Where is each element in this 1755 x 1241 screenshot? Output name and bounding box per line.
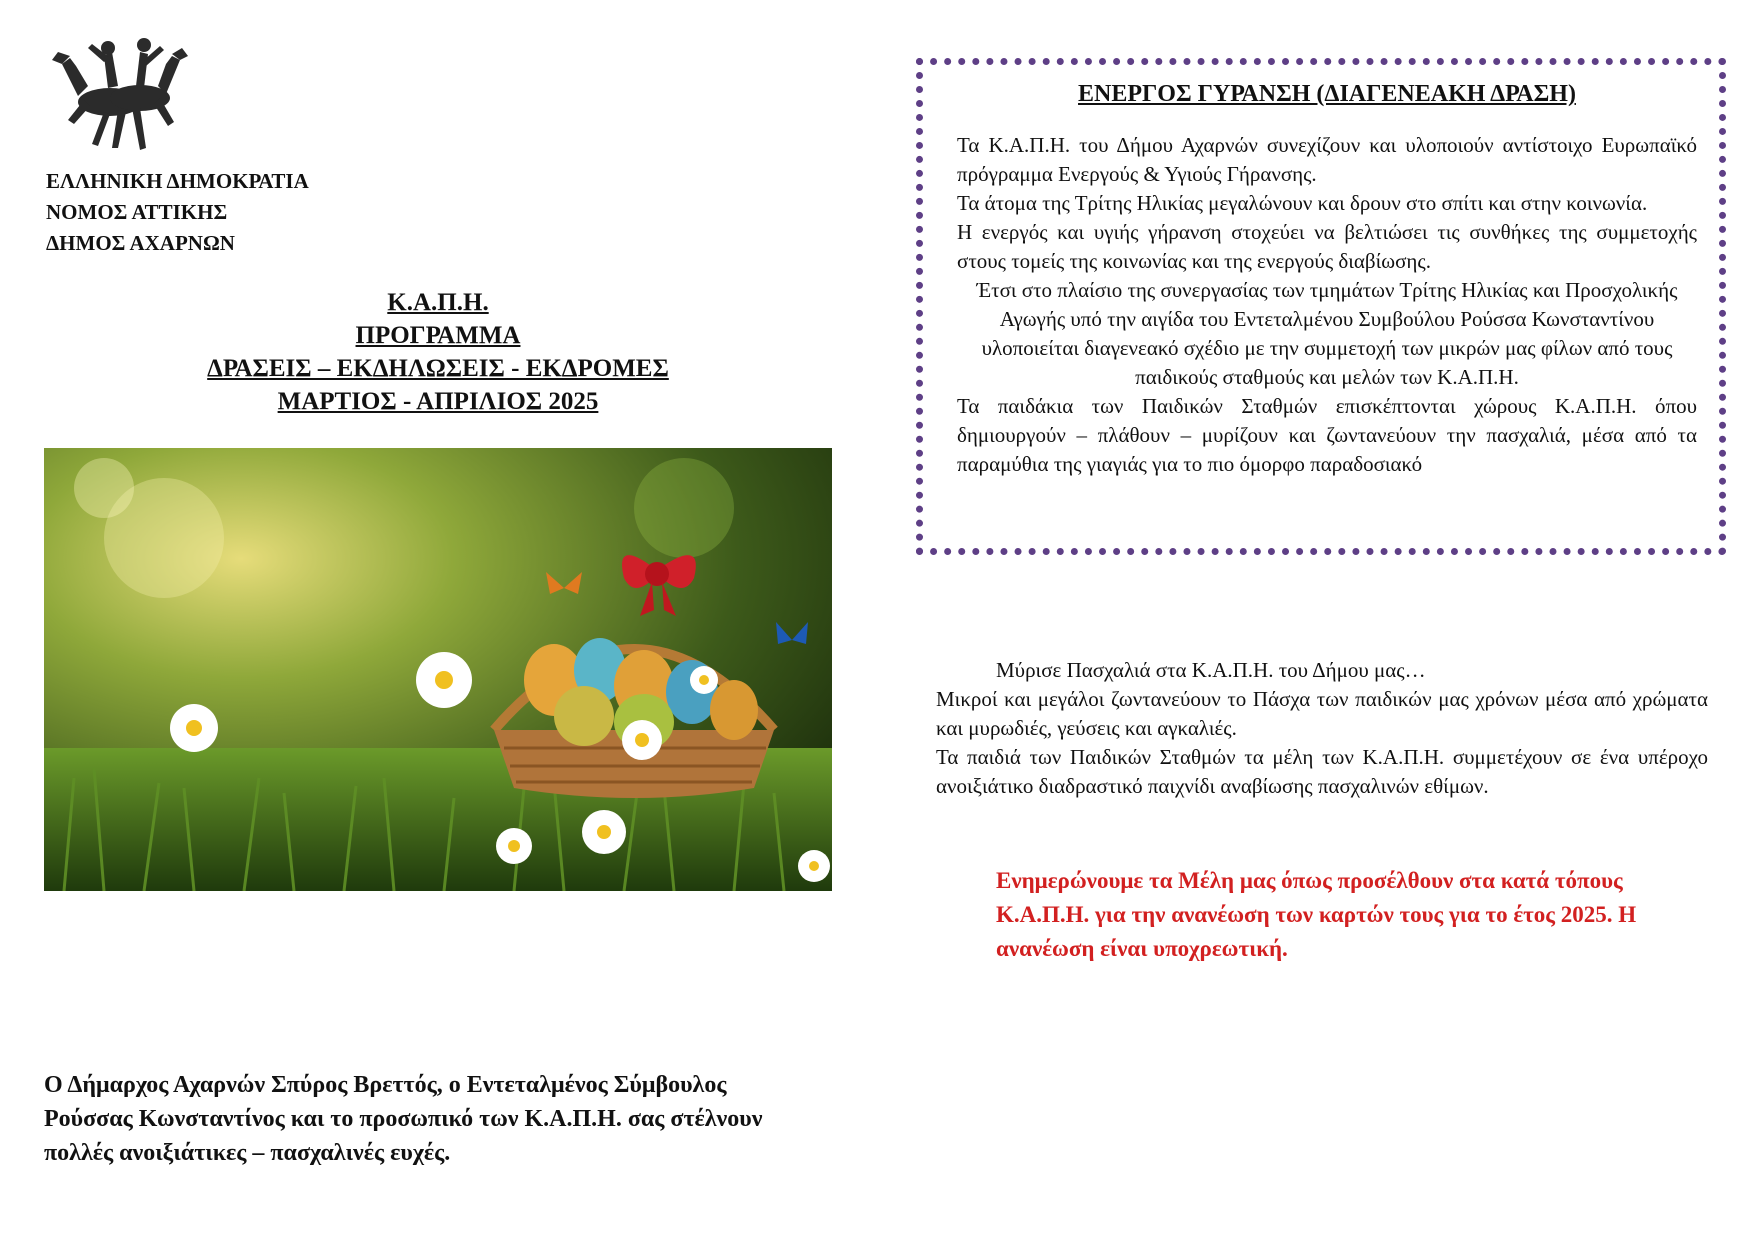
easter-basket-photo (44, 448, 832, 891)
box-paragraph: Τα άτομα της Τρίτης Ηλικίας μεγαλώνουν και δρουν στο σπίτι και στην κοινωνία. (957, 191, 1648, 215)
title-program: ΠΡΟΓΡΑΜΜΑ (355, 322, 521, 349)
box-paragraph: Η ενεργός και υγιής γήρανση στοχεύει να βελτιώσει τις συνθήκες της συμμετοχής στους τομείς της κοινωνίας και της ενεργούς διαβίωσης. (957, 220, 1697, 273)
active-aging-box (916, 58, 1726, 555)
org-line-municipality: ΔΗΜΟΣ ΑΧΑΡΝΩΝ (46, 231, 235, 255)
easter-paragraph: Τα παιδιά των Παιδικών Σταθμών τα μέλη των Κ.Α.Π.Η. συμμετέχουν σε ένα υπέροχο ανοιξιάτικο διαδραστικό παιχνίδι αναβίωσης πασχαλινών εθίμων. (936, 745, 1708, 798)
box-paragraph: Τα παιδάκια των Παιδικών Σταθμών επισκέπτονται χώρους Κ.Α.Π.Η. όπου δημιουργούν – πλάθουν – μυρίζουν και ζωντανεύουν την πασχαλιά, μέσα από τα παραμύθια της γιαγιάς για το πιο όμορφο παραδοσιακό (957, 394, 1697, 476)
box-title: ΕΝΕΡΓΟΣ ΓΥΡΑΝΣΗ (ΔΙΑΓΕΝΕΑΚΗ ΔΡΑΣΗ) (1078, 81, 1576, 107)
org-line-prefecture: ΝΟΜΟΣ ΑΤΤΙΚΗΣ (46, 200, 228, 224)
horse-riders-statue-icon (48, 36, 188, 160)
org-line-country: ΕΛΛΗΝΙΚΗ ΔΗΜΟΚΡΑΤΙΑ (46, 169, 309, 193)
card-renewal-notice: Ενημερώνουμε τα Μέλη μας όπως προσέλθουν στα κατά τόπους Κ.Α.Π.Η. για την ανανέωση των καρτών τους για το έτος 2025. Η ανανέωση είναι υποχρεωτική. (996, 868, 1637, 961)
title-kapi: Κ.Α.Π.Η. (387, 289, 489, 316)
title-period: ΜΑΡΤΙΟΣ - ΑΠΡΙΛΙΟΣ 2025 (277, 388, 599, 415)
program-titles (44, 286, 832, 418)
easter-paragraph: Μικροί και μεγάλοι ζωντανεύουν το Πάσχα των παιδικών μας χρόνων μέσα από χρώματα και μυρωδιές, γεύσεις και αγκαλιές. (936, 687, 1708, 740)
box-paragraph: Τα Κ.Α.Π.Η. του Δήμου Αχαρνών συνεχίζουν και υλοποιούν αντίστοιχο Ευρωπαϊκό πρόγραμμα Ενεργούς & Υγιούς Γήρανσης. (957, 133, 1697, 186)
box-paragraph: Έτσι στο πλαίσιο της συνεργασίας των τμημάτων Τρίτης Ηλικίας και Προσχολικής Αγωγής υπό την αιγίδα του Εντεταλμένου Συμβούλου Ρούσσα Κωνσταντίνου υλοποιείται διαγενεακό σχέδιο με την συμμετοχή των μικρών μας φίλων από τους παιδικούς σταθμούς και μελών των Κ.Α.Π.Η. (976, 278, 1678, 389)
mayor-greeting: Ο Δήμαρχος Αχαρνών Σπύρος Βρεττός, ο Εντεταλμένος Σύμβουλος Ρούσσας Κωνσταντίνος και το προσωπικό των Κ.Α.Π.Η. σας στέλνουν πολλές ανοιξιάτικες – πασχαλινές ευχές. (44, 1072, 763, 1166)
easter-section (936, 656, 1708, 801)
easter-intro: Μύρισε Πασχαλιά στα Κ.Α.Π.Η. του Δήμου μας… (996, 658, 1426, 682)
title-activities: ΔΡΑΣΕΙΣ – ΕΚΔΗΛΩΣΕΙΣ - ΕΚΔΡΟΜΕΣ (207, 355, 669, 382)
organization-header (46, 166, 309, 259)
